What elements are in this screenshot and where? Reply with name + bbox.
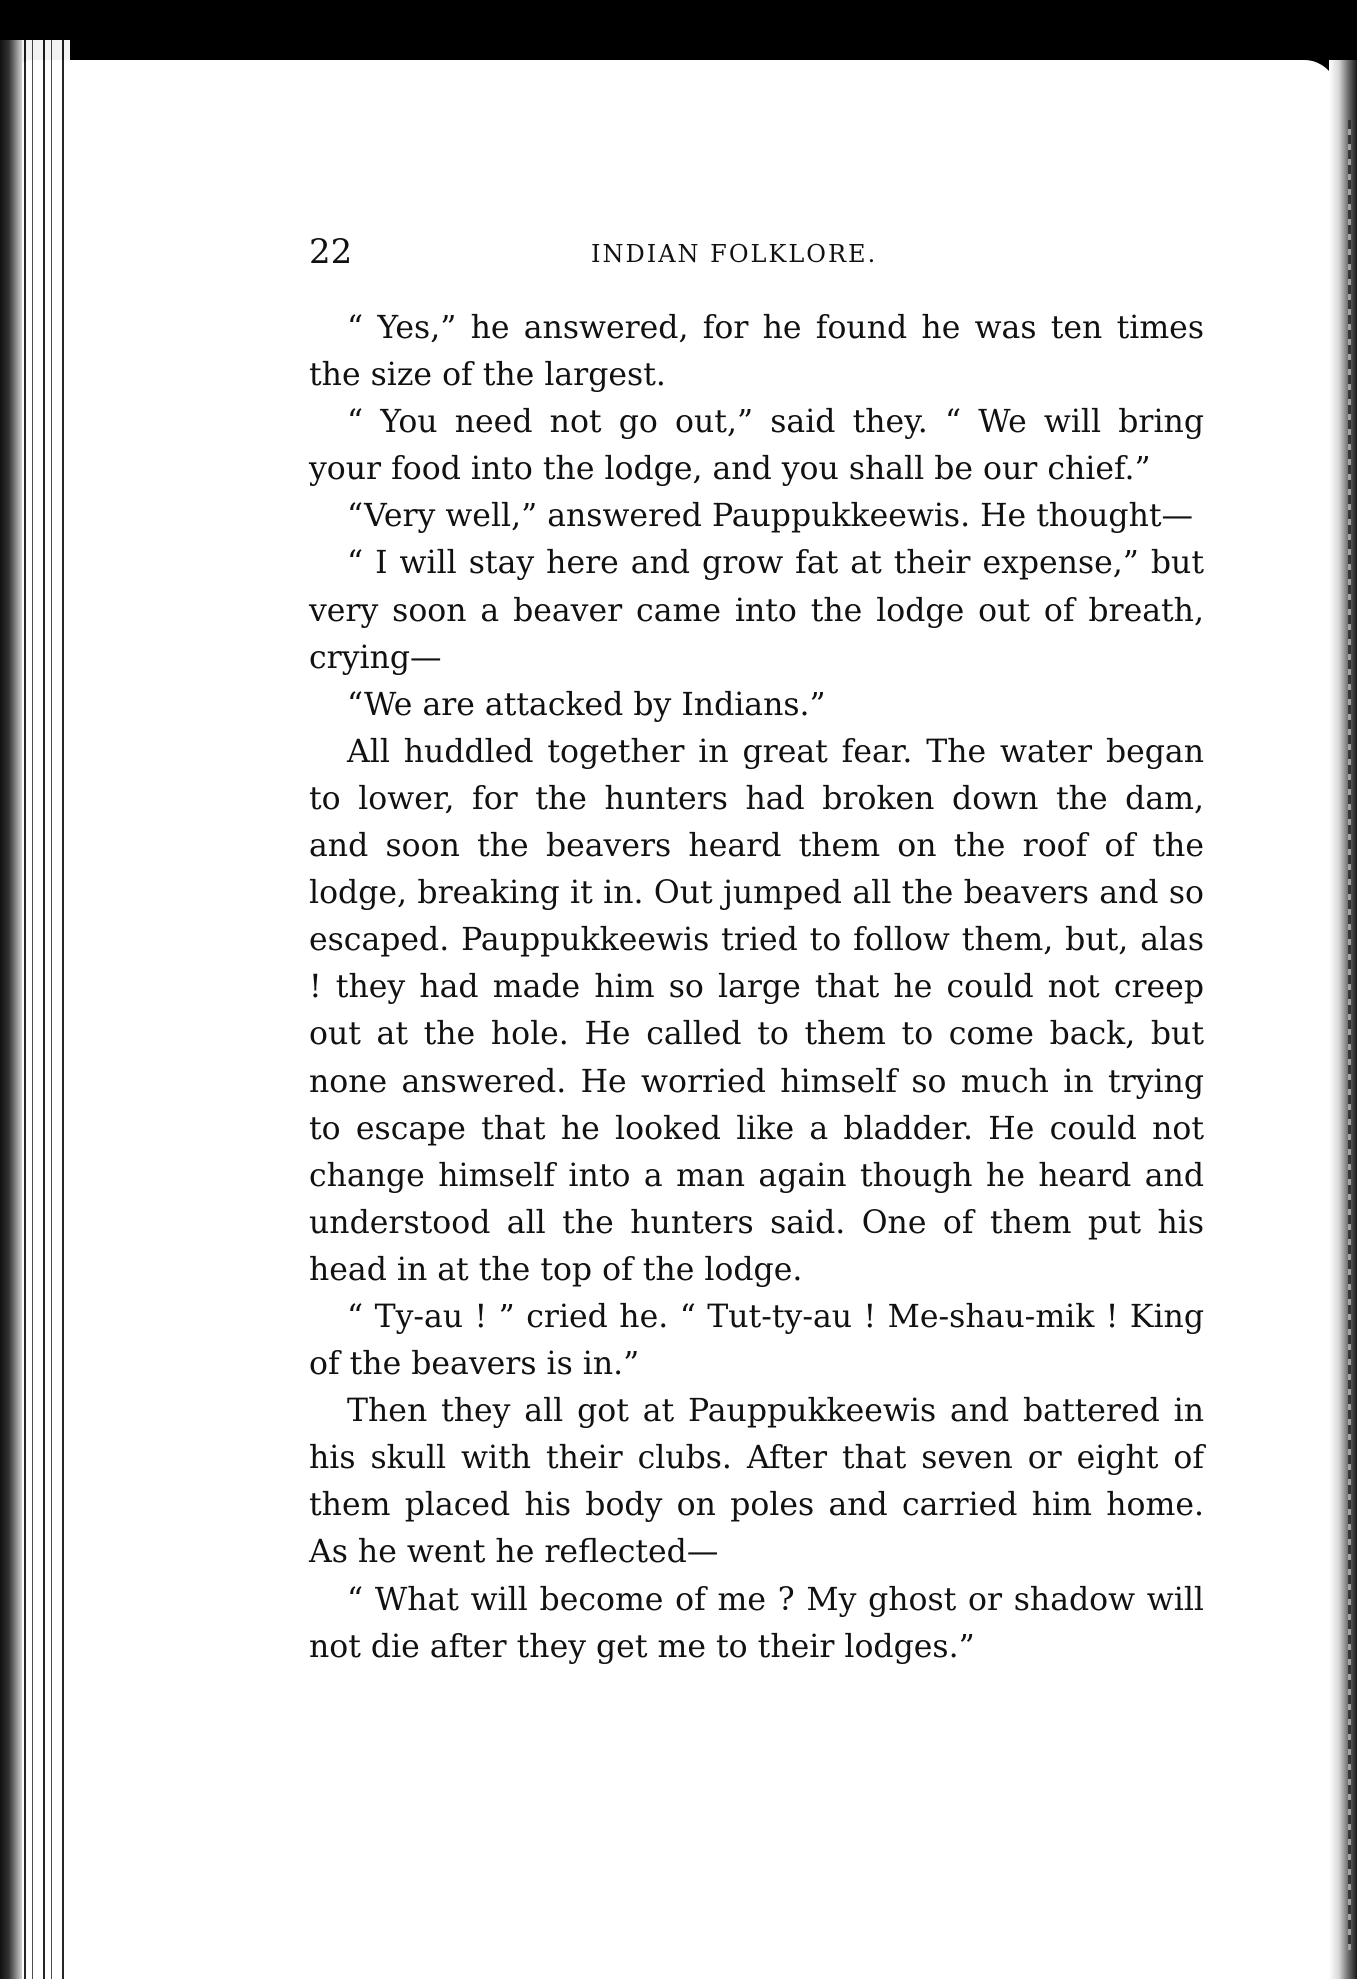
paragraph: “ What will become of me ? My ghost or shadow will not die after they get me to their lodges.” [309, 1581, 1204, 1665]
page-header [309, 230, 1204, 274]
paragraph: “ I will stay here and grow fat at their expense,” but very soon a beaver came into the lodge out of breath, crying— [309, 545, 1204, 676]
paragraph: Then they all got at Pauppukkeewis and battered in his skull with their clubs. After that seven or eight of them placed his body on poles and carried him home. As he went he reflected— [309, 1393, 1204, 1571]
page-number: 22 [309, 232, 353, 272]
body-text [309, 305, 1204, 1671]
paragraph: “We are attacked by Indians.” [347, 686, 826, 723]
paragraph: “ Yes,” he answered, for he found he was ten times the size of the largest. [309, 310, 1204, 394]
paragraph: “Very well,” answered Pauppukkeewis. He thought— [347, 498, 1194, 535]
paragraph: All huddled together in great fear. The water began to lower, for the hunters had broken down the dam, and soon the beavers heard them on the roof of the lodge, breaking it in. Out jumped all the beavers and so escaped. Pauppukkeewis tried to follow them, but, alas ! they had made him so large that he could not creep out at the hole. He called to them to come back, but none answered. He worried himself so much in trying to escape that he looked like a bladder. He could not change himself into a man again though he heard and understood all the hunters said. One of them put his head in at the top of the lodge. [309, 733, 1204, 1288]
page-edge-texture [1348, 120, 1351, 1950]
page-right-edge [1329, 60, 1357, 1979]
paragraph: “ Ty-au ! ” cried he. “ Tut-ty-au ! Me-shau-mik ! King of the beavers is in.” [309, 1298, 1204, 1383]
binding-shadow [0, 40, 22, 1979]
paragraph: “ You need not go out,” said they. “ We will bring your food into the lodge, and you shall be our chief.” [309, 404, 1204, 488]
running-head: INDIAN FOLKLORE. [591, 240, 878, 268]
